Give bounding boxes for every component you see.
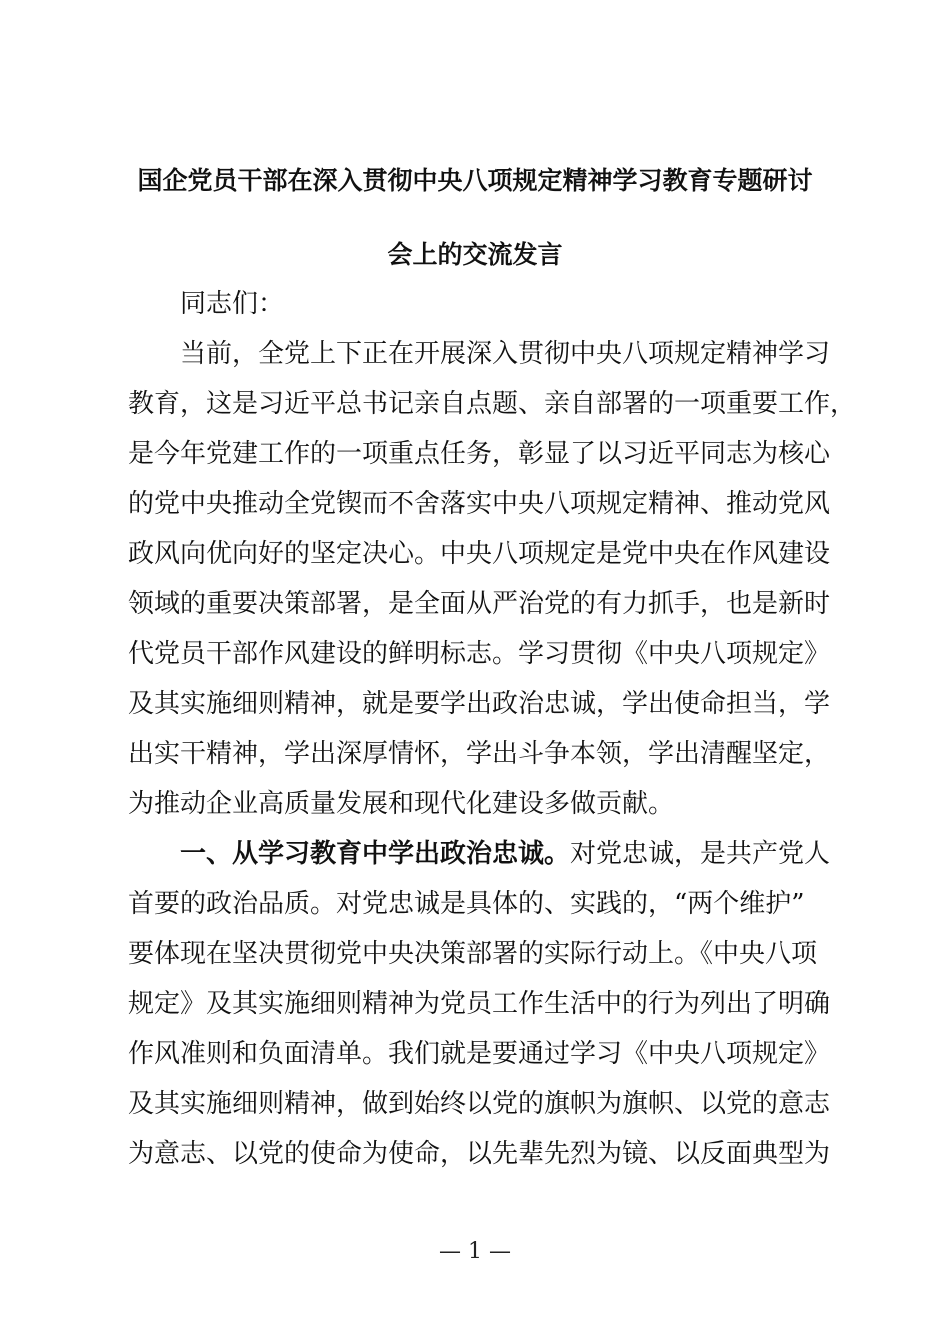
section-1-heading: 一、从学习教育中学出政治忠诚。 [180, 839, 571, 869]
paragraph-1-line: 政风向优向好的坚定决心。中央八项规定是党中央在作风建设 [128, 539, 831, 569]
document-title-line-2: 会上的交流发言 [387, 240, 563, 269]
section-1-line: 及其实施细则精神，做到始终以党的旗帜为旗帜、以党的意志 [128, 1089, 831, 1119]
paragraph-1-line: 出实干精神，学出深厚情怀，学出斗争本领，学出清醒坚定， [128, 739, 831, 769]
page-number: — 1 — [439, 1239, 511, 1264]
paragraph-1-line: 教育，这是习近平总书记亲自点题、亲自部署的一项重要工作， [128, 389, 857, 419]
section-1-line: 首要的政治品质。对党忠诚是具体的、实践的，“两个维护” [128, 889, 805, 919]
section-1-line: 为意志、以党的使命为使命，以先辈先烈为镜、以反面典型为 [128, 1139, 831, 1169]
document-title-line-1: 国企党员干部在深入贯彻中央八项规定精神学习教育专题研讨 [137, 166, 813, 195]
paragraph-1-line: 是今年党建工作的一项重点任务，彰显了以习近平同志为核心 [128, 439, 831, 469]
section-1-line: 规定》及其实施细则精神为党员工作生活中的行为列出了明确 [128, 989, 831, 1019]
paragraph-1-line: 的党中央推动全党锲而不舍落实中央八项规定精神、推动党风 [128, 489, 831, 519]
paragraph-1-line: 及其实施细则精神，就是要学出政治忠诚，学出使命担当，学 [128, 689, 831, 719]
section-1-first-line-text: 对党忠诚，是共产党人 [570, 839, 831, 869]
salutation: 同志们： [180, 289, 285, 319]
paragraph-1-line: 为推动企业高质量发展和现代化建设多做贡献。 [128, 789, 675, 819]
section-1-line: 作风准则和负面清单。我们就是要通过学习《中央八项规定》 [128, 1039, 831, 1069]
paragraph-1-line: 领域的重要决策部署，是全面从严治党的有力抓手，也是新时 [128, 589, 831, 619]
paragraph-1-line: 代党员干部作风建设的鲜明标志。学习贯彻《中央八项规定》 [128, 639, 831, 669]
paragraph-1-line: 当前，全党上下正在开展深入贯彻中央八项规定精神学习 [180, 339, 831, 369]
section-1-line: 要体现在坚决贯彻党中央决策部署的实际行动上。《中央八项 [128, 939, 818, 969]
section-1-first-line [180, 838, 900, 870]
